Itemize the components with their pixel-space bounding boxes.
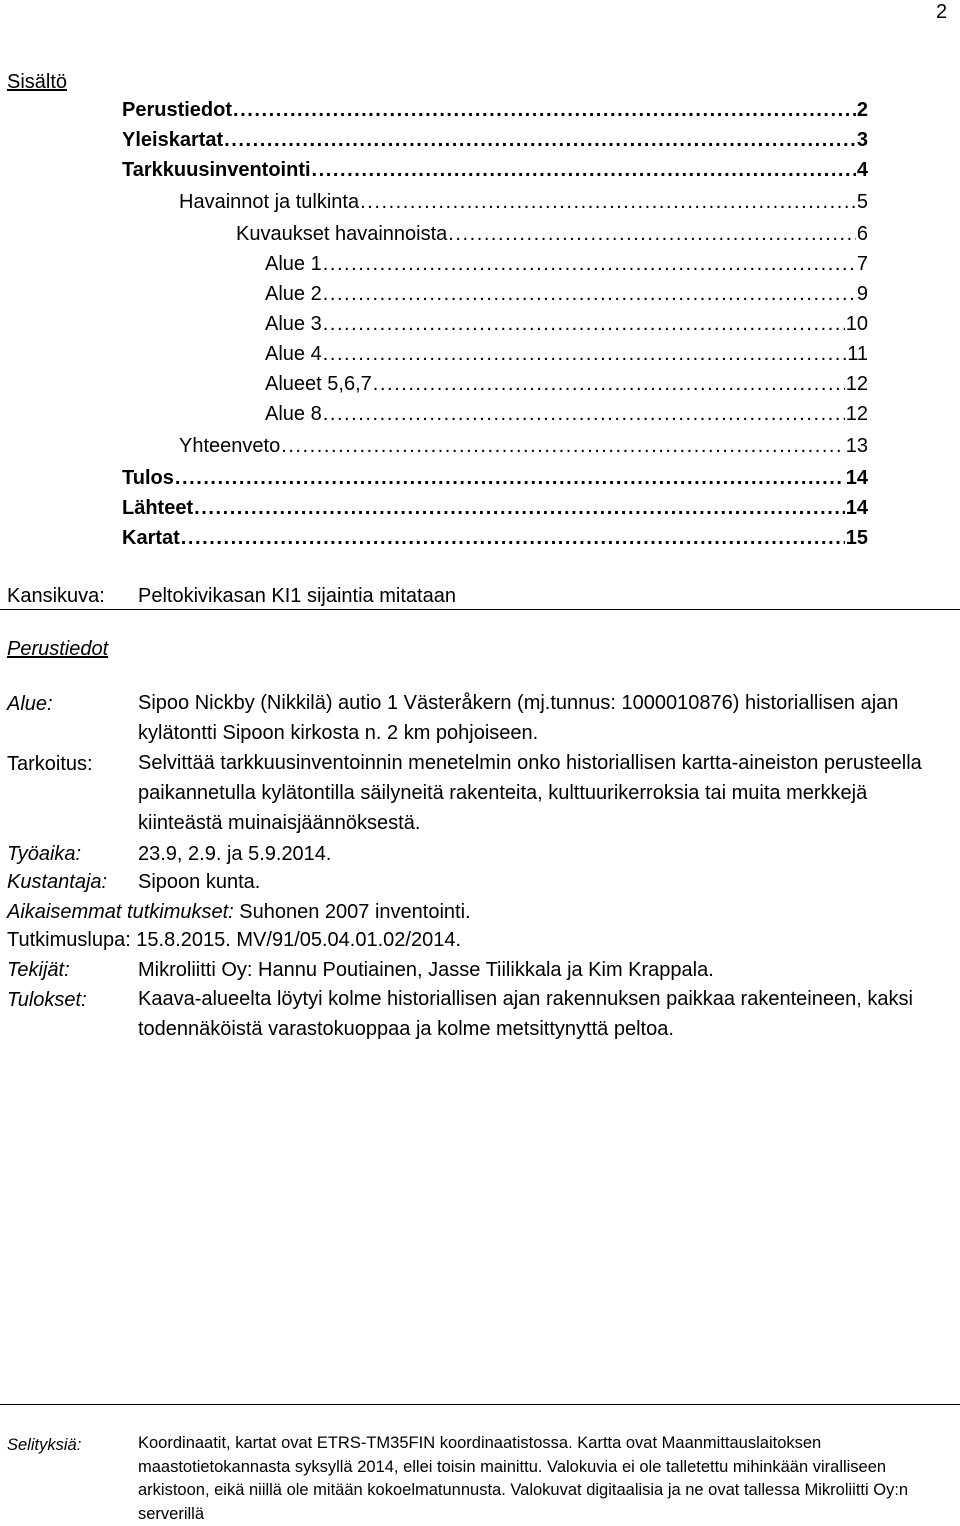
toc-leader-dots (181, 526, 845, 550)
toc-leader-dots (323, 252, 856, 276)
toc-leader-dots (360, 190, 856, 214)
tekijat-value: Mikroliitti Oy: Hannu Poutiainen, Jasse Tiilikkala ja Kim Krappala. (138, 959, 714, 981)
divider-footer (0, 1404, 960, 1405)
page-number: 2 (936, 1, 948, 23)
kustantaja-label: Kustantaja: (7, 871, 108, 893)
toc-leader-dots (224, 128, 856, 152)
toc-leader-dots (194, 496, 845, 520)
toc-entry-page: 11 (847, 343, 868, 365)
toc-entry-label: Perustiedot (122, 99, 233, 121)
toc-leader-dots (323, 342, 847, 366)
footer-label: Selityksiä: (7, 1436, 82, 1454)
toc-entry-page: 12 (845, 403, 868, 425)
divider-top (0, 609, 960, 610)
cover-label: Kansikuva: (7, 585, 105, 607)
toc-entry-page: 3 (856, 129, 868, 151)
toc-entry[interactable] (122, 128, 868, 158)
toc-entry-page: 12 (845, 373, 868, 395)
toc-entry-label: Tulos (122, 467, 174, 489)
toc-entry-label: Kartat (122, 527, 180, 549)
toc-leader-dots (312, 158, 856, 182)
toc-entry-label: Alue 8 (265, 403, 322, 425)
aiemmat-row (7, 900, 471, 924)
toc-leader-dots (233, 98, 856, 122)
aiemmat-label: Aikaisemmat tutkimukset: (7, 901, 234, 923)
toc-entry[interactable] (265, 372, 868, 402)
toc-entry-label: Tarkkuusinventointi (122, 159, 311, 181)
toc-entry-page: 13 (845, 435, 868, 457)
toc-entry-label: Yleiskartat (122, 129, 224, 151)
kustantaja-value: Sipoon kunta. (138, 871, 261, 893)
toc-entry-page: 4 (856, 159, 868, 181)
toc-entry[interactable] (265, 402, 868, 432)
alue-text: Sipoo Nickby (Nikkilä) autio 1 Västeråkern (mj.tunnus: 1000010876) historiallisen ajan kylätontti Sipoon kirkosta n. 2 km pohjoiseen. (138, 692, 899, 744)
toc-leader-dots (323, 402, 845, 426)
toc-entry[interactable] (122, 98, 868, 128)
tarkoitus-label: Tarkoitus: (7, 753, 93, 775)
tyoaika-value: 23.9, 2.9. ja 5.9.2014. (138, 843, 332, 865)
cover-caption: Peltokivikasan KI1 sijaintia mitataan (138, 585, 456, 607)
toc-entry-page: 9 (856, 283, 868, 305)
tarkoitus-text: Selvittää tarkkuusinventoinnin menetelmin onko historiallisen kartta-aineiston perusteella paikannetulla kylätontilla säilyneitä rakenteita, kulttuurikerroksia tai muita merkkejä kiinteästä muinaisjäännöksestä. (138, 752, 922, 834)
toc-leader-dots (323, 282, 856, 306)
toc-entry[interactable] (265, 342, 868, 372)
toc-entry[interactable] (265, 312, 868, 342)
tekijat-label: Tekijät: (7, 959, 70, 981)
toc-entry[interactable] (122, 526, 868, 556)
alue-label: Alue: (7, 693, 53, 715)
toc-entry-label: Alueet 5,6,7 (265, 373, 372, 395)
toc-entry-page: 6 (856, 223, 868, 245)
toc-entry-page: 5 (856, 191, 868, 213)
tulokset-label: Tulokset: (7, 989, 87, 1011)
toc-entry-page: 10 (845, 313, 868, 335)
tyoaika-label: Työaika: (7, 843, 82, 865)
toc-leader-dots (281, 434, 845, 458)
aiemmat-value: Suhonen 2007 inventointi. (239, 901, 471, 923)
toc-entry[interactable] (179, 434, 868, 464)
toc-entry[interactable] (265, 282, 868, 312)
toc-entry-page: 15 (845, 527, 868, 549)
toc-leader-dots (175, 466, 845, 490)
toc-entry[interactable] (179, 190, 868, 220)
toc-entry-label: Lähteet (122, 497, 194, 519)
footer-text: Koordinaatit, kartat ovat ETRS-TM35FIN koordinaatistossa. Kartta ovat Maanmittauslaitoksen maastotietokannasta syksyllä 2014, ellei toisin mainittu. Valokuvia ei ole talletettu mihinkään viralliseen arkistoon, eikä niillä ole mitään kokoelmatunnusta. Valokuvat digitaalisia ja ne ovat tallessa Mikroliitti Oy:n serverillä (138, 1434, 909, 1523)
toc-entry[interactable] (265, 252, 868, 282)
tulokset-text: Kaava-alueelta löytyi kolme historiallisen ajan rakennuksen paikkaa rakenteineen, kaksi todennäköistä varastokuoppaa ja kolme metsittynyttä peltoa. (138, 988, 913, 1040)
toc-entry[interactable] (122, 158, 868, 188)
toc-entry-label: Kuvaukset havainnoista (236, 223, 448, 245)
toc-entry[interactable] (122, 496, 868, 526)
toc-entry-label: Alue 3 (265, 313, 322, 335)
toc-entry-label: Alue 4 (265, 343, 322, 365)
toc-entry-page: 14 (845, 467, 868, 489)
toc-entry-label: Havainnot ja tulkinta (179, 191, 360, 213)
section-heading: Perustiedot (7, 638, 109, 660)
toc-entry-page: 7 (856, 253, 868, 275)
toc-leader-dots (448, 222, 856, 246)
toc-entry-page: 2 (856, 99, 868, 121)
toc-entry[interactable] (236, 222, 868, 252)
toc-leader-dots (323, 312, 845, 336)
toc-title: Sisältö (7, 71, 68, 93)
toc-entry-label: Alue 1 (265, 253, 322, 275)
toc-entry-label: Yhteenveto (179, 435, 281, 457)
toc-entry-label: Alue 2 (265, 283, 322, 305)
toc-entry-page: 14 (845, 497, 868, 519)
toc-entry[interactable] (122, 466, 868, 496)
tutkimuslupa: Tutkimuslupa: 15.8.2015. MV/91/05.04.01.02/2014. (7, 929, 462, 951)
toc-leader-dots (373, 372, 845, 396)
